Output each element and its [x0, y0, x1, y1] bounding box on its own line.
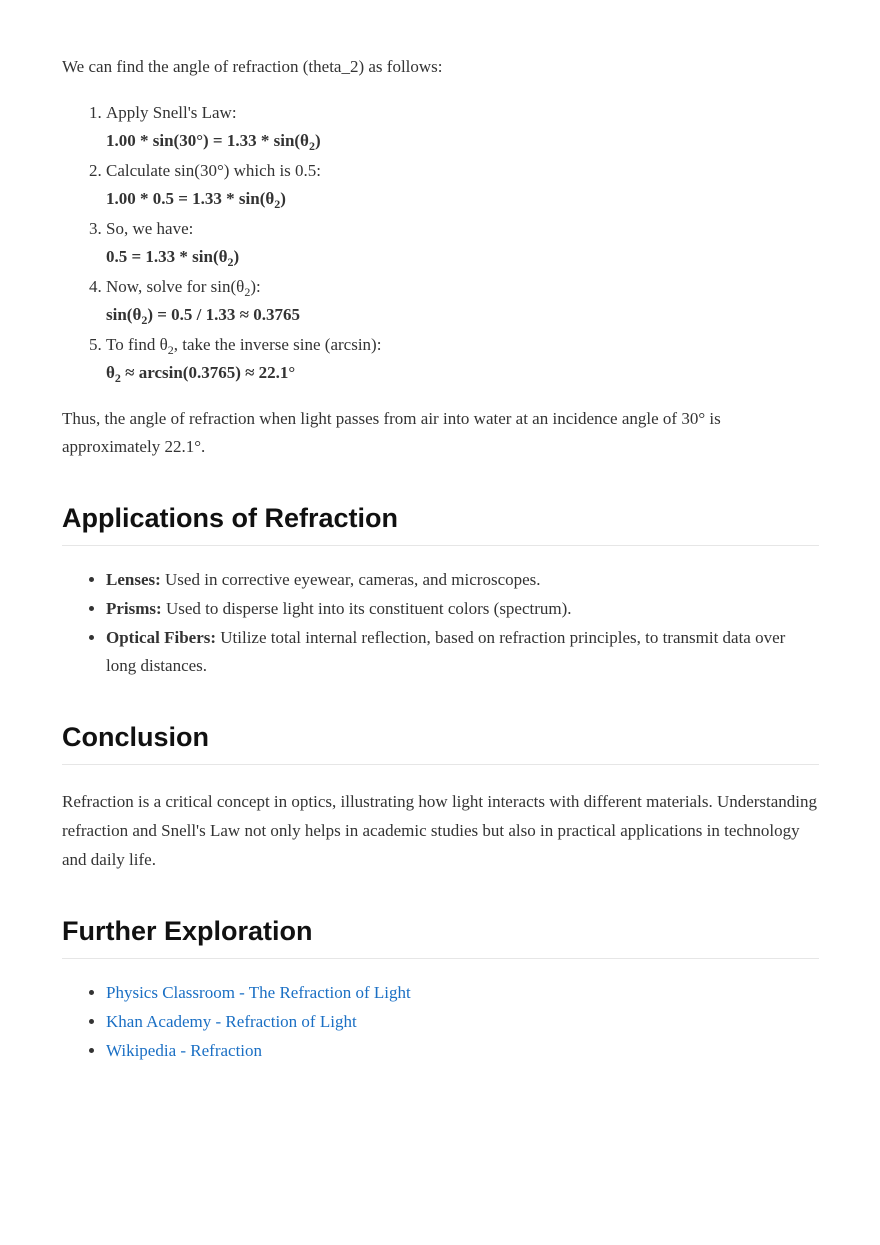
- list-item: [106, 595, 819, 623]
- link-wikipedia[interactable]: Wikipedia - Refraction: [106, 1041, 263, 1060]
- steps-list: [62, 99, 819, 387]
- step-1-text: Apply Snell's Law:: [106, 103, 237, 122]
- list-item: [106, 566, 819, 594]
- summary-paragraph: Thus, the angle of refraction when light passes from air into water at an incidence angle of 30° is approximately 22.1°.: [62, 409, 721, 456]
- step-1-equation: $1.00 * \sin(30^\circ) = 1.33 * \sin(\theta_2)$: [106, 131, 321, 153]
- step-3-equation: $0.5 = 1.33 * \sin(\theta_2)$: [106, 247, 240, 269]
- step-5: [106, 331, 819, 387]
- conclusion-heading: Conclusion: [62, 720, 819, 765]
- link-physics-classroom[interactable]: Physics Classroom - The Refraction of Light: [106, 983, 411, 1002]
- list-item: [106, 979, 819, 1007]
- step-5-text: To find $\theta_2$, take the inverse sine (arcsin):: [106, 335, 382, 357]
- step-4-equation: $\sin(\theta_2) = 0.5 / 1.33 \approx 0.3765$: [106, 305, 300, 327]
- step-3: [106, 215, 819, 271]
- step-2: [106, 157, 819, 213]
- list-item: [106, 624, 819, 680]
- list-item-desc: Used in corrective eyewear, cameras, and microscopes.: [160, 570, 541, 589]
- step-3-text: So, we have:: [106, 219, 194, 238]
- document-body: [62, 53, 819, 1066]
- list-item-term: Prisms:: [106, 599, 162, 618]
- applications-list: [62, 566, 819, 680]
- applications-heading: Applications of Refraction: [62, 501, 819, 546]
- step-5-equation: $\theta_2 \approx \arcsin(0.3765) \approx 22.1^\circ$: [106, 363, 296, 385]
- step-2-equation: $1.00 * 0.5 = 1.33 * \sin(\theta_2)$: [106, 189, 286, 211]
- step-1: [106, 99, 819, 155]
- list-item-desc: Used to disperse light into its constituent colors (spectrum).: [161, 599, 572, 618]
- list-item-term: Lenses:: [106, 570, 161, 589]
- step-2-text: Calculate sin(30°) which is 0.5:: [106, 161, 322, 180]
- intro-paragraph: We can find the angle of refraction (theta_2) as follows:: [62, 57, 443, 76]
- further-links-list: [62, 979, 819, 1065]
- conclusion-paragraph: Refraction is a critical concept in optics, illustrating how light interacts with different materials. Understanding refraction and Snell's Law not only helps in academic studies but also in practical applications in technology and daily life.: [62, 792, 818, 869]
- list-item: [106, 1008, 819, 1036]
- list-item-desc: Utilize total internal reflection, based on refraction principles, to transmit data over long distances.: [106, 628, 786, 675]
- list-item-term: Optical Fibers:: [106, 628, 217, 647]
- step-4: [106, 273, 819, 329]
- list-item: [106, 1037, 819, 1065]
- further-exploration-heading: Further Exploration: [62, 914, 819, 959]
- link-khan-academy[interactable]: Khan Academy - Refraction of Light: [106, 1012, 357, 1031]
- step-4-text: Now, solve for $\sin(\theta_2)$:: [106, 277, 261, 299]
